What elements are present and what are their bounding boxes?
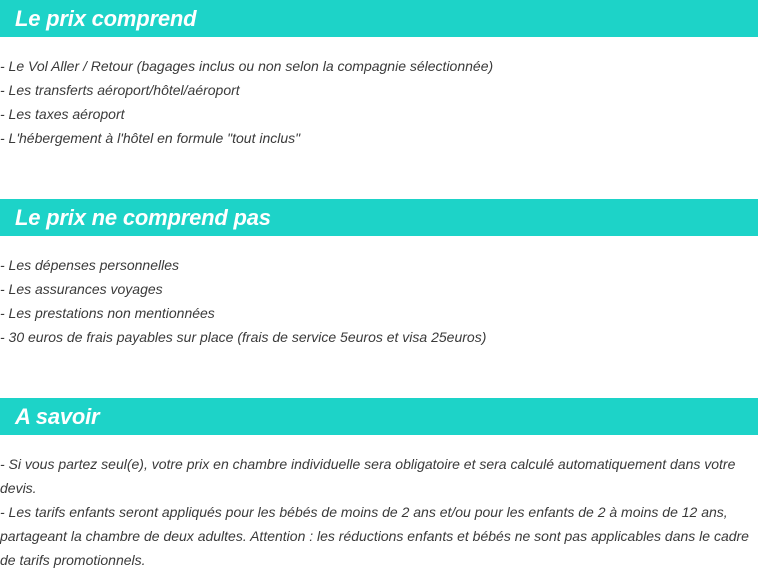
- section-good-to-know: [0, 398, 758, 572]
- section-title: A savoir: [15, 403, 100, 429]
- list-item: - Les prestations non mentionnées: [0, 305, 215, 321]
- paragraph: - Les tarifs enfants seront appliqués pour les bébés de moins de 2 ans et/ou pour les enfants de 2 à moins de 12 ans, partageant la chambre de deux adultes. Attention : les réductions enfants et bébés ne sont pas applicables dans le cadre de tarifs promotionnels.: [0, 504, 749, 568]
- section-header: [0, 199, 758, 236]
- list-item: - 30 euros de frais payables sur place (frais de service 5euros et visa 25euros): [0, 329, 487, 345]
- section-price-excludes: [0, 199, 758, 349]
- list-item: - Les assurances voyages: [0, 281, 163, 297]
- section-title: Le prix ne comprend pas: [15, 204, 271, 230]
- list-item: - Les taxes aéroport: [0, 106, 125, 122]
- section-body: [0, 37, 758, 150]
- section-header: [0, 398, 758, 435]
- list-item: - Les dépenses personnelles: [0, 257, 180, 273]
- section-price-includes: [0, 0, 758, 150]
- list-item: - Le Vol Aller / Retour (bagages inclus ou non selon la compagnie sélectionnée): [0, 58, 494, 74]
- paragraph: - Si vous partez seul(e), votre prix en chambre individuelle sera obligatoire et sera calculé automatiquement dans votre devis.: [0, 456, 736, 496]
- list-item: - L'hébergement à l'hôtel en formule "tout inclus": [0, 130, 301, 146]
- section-header: [0, 0, 758, 37]
- section-body: [0, 236, 758, 349]
- section-title: Le prix comprend: [15, 5, 197, 31]
- section-body: [0, 435, 758, 572]
- list-item: - Les transferts aéroport/hôtel/aéroport: [0, 82, 240, 98]
